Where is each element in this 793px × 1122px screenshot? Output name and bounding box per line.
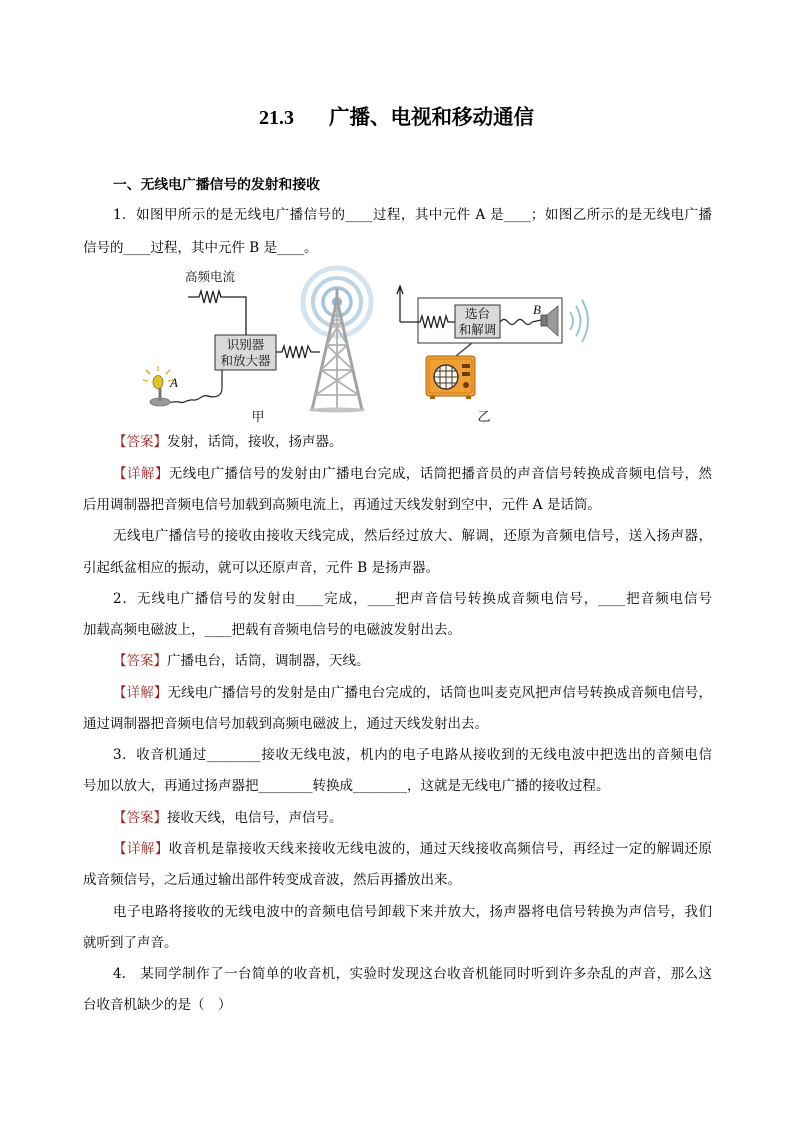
question-1 xyxy=(83,199,712,264)
section-heading: 一、无线电广播信号的发射和接收 xyxy=(113,177,320,193)
question-1-explanation-line-1 xyxy=(83,459,712,490)
question-3-explanation-paragraph-2-line-1: 电子电路将接收的无线电波中的音频电信号卸载下来并放大，扬声器将电信号转换为声信号，我们 xyxy=(113,903,712,920)
resistor-coil-icon xyxy=(188,291,246,335)
section-number: 21.3 xyxy=(259,107,294,129)
figure-jia-yi xyxy=(0,260,793,430)
tuning-demodulation-label-2: 和解调 xyxy=(458,322,497,337)
explanation-tag: 【详解】 xyxy=(113,684,168,701)
question-2-answer xyxy=(83,646,712,677)
antenna-icon xyxy=(397,286,403,322)
sound-waves-icon xyxy=(570,300,588,342)
question-1-line-2: 信号的____过程，其中元件 B 是____。 xyxy=(83,239,318,256)
answer-tag: 【答案】 xyxy=(113,434,167,451)
figure-jia-caption: 甲 xyxy=(251,410,265,425)
tuning-demodulation-label-1: 选台 xyxy=(464,306,491,321)
high-frequency-current-label: 高频电流 xyxy=(185,269,236,284)
radio-icon xyxy=(426,343,475,399)
explanation-tag: 【详解】 xyxy=(113,465,169,482)
identifier-amplifier-label-1: 识别器 xyxy=(226,337,265,352)
question-4-line-1: 4. 某同学制作了一台简单的收音机，实验时发现这台收音机能同时听到许多杂乱的声音，那么这 xyxy=(113,966,712,983)
microphone-icon xyxy=(143,366,173,406)
question-2-line-1: 2．无线电广播信号的发射由____完成，____把声音信号转换成音频电信号，____把音频电信号 xyxy=(113,590,712,607)
question-1-line-1: 1．如图甲所示的是无线电广播信号的____过程，其中元件 A 是____；如图乙所示的是无线电广播 xyxy=(113,207,712,223)
question-1-explanation-line-2: 后用调制器把音频电信号加载到高频电流上，再通过天线发射到空中，元件 A 是话筒。 xyxy=(83,496,601,513)
explanation-text: 无线电广播信号的发射是由广播电台完成的，话筒也叫麦克风把声信号转换成音频电信号， xyxy=(167,684,713,701)
answer-text: 发射，话筒，接收，扬声器。 xyxy=(167,434,343,451)
answer-tag: 【答案】 xyxy=(113,653,167,670)
broadcast-tower-icon xyxy=(303,268,371,413)
question-3-answer xyxy=(83,803,712,834)
question-3-line-1: 3．收音机通过________接收无线电波，机内的电子电路从接收到的无线电波中把选出的音频电信 xyxy=(113,747,712,764)
element-a-label: A xyxy=(170,375,178,390)
answer-tag: 【答案】 xyxy=(113,809,167,826)
high-frequency-coil-icon xyxy=(276,346,320,358)
explanation-text: 收音机是靠接收天线来接收无线电波的，通过天线接收高频信号，再经过一定的解调还原 xyxy=(168,841,713,858)
figure-yi xyxy=(397,286,588,425)
question-1-explanation-paragraph-2-line-1: 无线电广播信号的接收由接收天线完成，然后经过放大、解调，还原为音频电信号，送入扬声器， xyxy=(113,528,712,545)
content-body xyxy=(83,427,712,1021)
question-2-explanation-line-1 xyxy=(83,678,712,709)
question-3-explanation-line-1 xyxy=(83,834,712,865)
question-3-explanation-paragraph-2-line-2: 就听到了声音。 xyxy=(83,934,178,951)
answer-text: 接收天线，电信号，声信号。 xyxy=(167,809,343,826)
identifier-amplifier-label-2: 和放大器 xyxy=(220,353,271,368)
question-2-line-2: 加载高频电磁波上，____把载有音频电信号的电磁波发射出去。 xyxy=(83,622,461,639)
figure-jia xyxy=(143,269,320,425)
question-3-explanation-line-2: 成音频信号，之后通过输出部件转变成音波，然后再播放出来。 xyxy=(83,872,461,889)
figure-yi-caption: 乙 xyxy=(477,410,491,425)
question-4-line-2: 台收音机缺少的是（ ） xyxy=(83,997,232,1014)
question-1-answer xyxy=(83,427,712,458)
explanation-tag: 【详解】 xyxy=(113,841,169,858)
element-b-label: B xyxy=(533,302,541,317)
title-text: 广播、电视和移动通信 xyxy=(329,105,534,129)
answer-text: 广播电台，话筒，调制器，天线。 xyxy=(167,653,370,670)
page-title xyxy=(0,104,793,132)
question-1-explanation-paragraph-2-line-2: 引起纸盆相应的振动，就可以还原声音，元件 B 是扬声器。 xyxy=(83,559,440,576)
question-2-explanation-line-2: 通过调制器把音频电信号加载到高频电磁波上，通过天线发射出去。 xyxy=(83,715,488,732)
question-3-line-2: 号加以放大，再通过扬声器把________转换成________，这就是无线电广播的接收过程。 xyxy=(83,778,610,795)
explanation-text: 无线电广播信号的发射由广播电台完成，话筒把播音员的声音信号转换成音频电信号，然 xyxy=(168,465,713,482)
